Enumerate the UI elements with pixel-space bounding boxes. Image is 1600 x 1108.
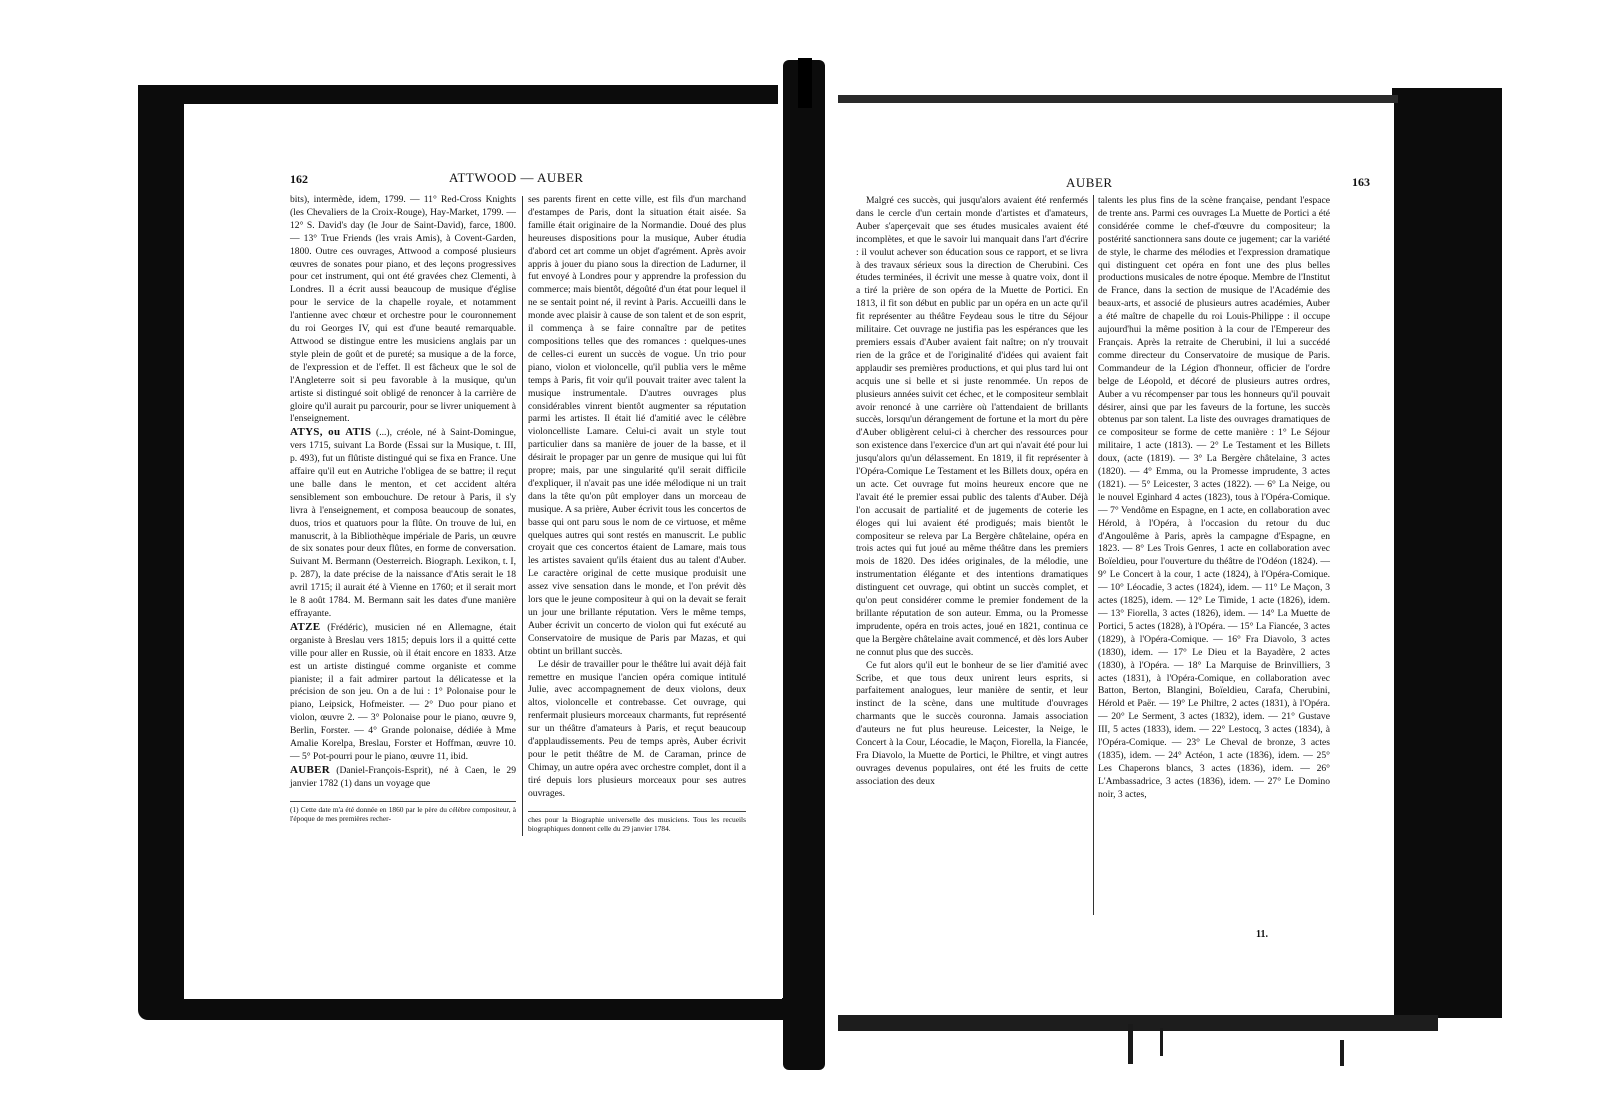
auber-biography-2: Le désir de travailler pour le théâtre lui avait déjà fait remettre en musique l'ancien opéra comique intitulé Julie, avec accompagnement de deux violons, deux altos, violoncelle et contrebasse. Cet ouvrage, qui renfermait plusieurs morceaux charmants, fut représenté sur un théâtre d'amateurs à Paris, et reçut beaucoup d'applaudissements. Peu de temps après, Auber écrivit pour le petit théâtre de M. de Caraman, prince de Chimay, un autre opéra avec orchestre complet, dont il a tiré depuis lors plusieurs morceaux pour ses autres ouvrages. (528, 658, 746, 799)
headword-auber: AUBER (290, 763, 331, 776)
right-page-top-edge (838, 95, 1398, 103)
signature-mark: 11. (1256, 929, 1268, 940)
right-page-dark-edge (1392, 88, 1502, 1018)
column-rule (522, 196, 523, 836)
running-head: AUBER (1066, 175, 1113, 190)
headword-atys: ATYS, ou ATIS (290, 426, 372, 439)
scan-speck (1128, 1024, 1133, 1064)
left-page-dark-edge (138, 85, 184, 1020)
right-page-bottom-edge (838, 1015, 1438, 1031)
right-column-1 (856, 195, 1088, 789)
page-number: 162 (290, 172, 308, 186)
left-page (184, 104, 782, 999)
auber-works-list: talents les plus fins de la scène française, pendant l'espace de trente ans. Parmi ces ouvrages La Muette de Portici a été considérée comme le chef-d'œuvre du compositeur; la postérité sanctionnera sans doute ce jugement; car la variété de style, le charme des mélodies et l'expression dramatique qui distinguent cet opéra en font une des plus belles productions musicales de notre époque. Membre de l'Institut de France, dans la section de musique de l'Académie des beaux-arts, et associé de plusieurs autres académies, Auber a été maître de chapelle du roi Louis-Philippe : il occupe aujourd'hui la même position à la cour de l'Empereur des Français. Après la retraite de Cherubini, il lui a succédé comme directeur du Conservatoire de musique de Paris. Commandeur de la Légion d'honneur, officier de l'ordre belge de Léopold, et décoré de plusieurs autres ordres, Auber a vu récompenser par tous les honneurs qu'il pouvait désirer, ainsi que par les faveurs de la fortune, les succès obtenus par son talent. La liste des ouvrages dramatiques de ce compositeur se forme de cette manière : 1° Le Séjour militaire, 1 acte (1813). — 2° Le Testament et les Billets doux, (acte (1819). — 3° La Bergère châtelaine, 3 actes (1820). — 4° Emma, ou la Promesse imprudente, 3 actes (1821). — 5° Leicester, 3 actes (1822). — 6° La Neige, ou le nouvel Eginhard 4 actes (1823), tous à l'Opéra-Comique. — 7° Vendôme en Espagne, en 1 acte, en collaboration avec Hérold, à l'Opéra, à l'occasion du retour du duc d'Angoulême à Paris, après la campagne d'Espagne, en 1823. — 8° Les Trois Genres, 1 acte en collaboration avec Boïeldieu, pour l'ouverture du théâtre de l'Odéon (1824). — 9° Le Concert à la cour, 1 acte (1824), à l'Opéra-Comique. — 10° Léocadie, 3 actes (1824), idem. — 11° Le Maçon, 3 actes (1825), idem. — 12° Le Timide, 1 acte (1826), idem. — 13° Fiorella, 3 actes (1826), idem. — 14° La Muette de Portici, 5 actes (1828), à l'Opéra. — 15° La Fiancée, 3 actes (1829), à l'Opéra-Comique. — 16° Fra Diavolo, 3 actes (1830), idem. — 17° Le Dieu et la Bayadère, 2 actes (1830), à l'Opéra. — 18° La Marquise de Brinvilliers, 3 actes (1831), à l'Opéra-Comique, en collaboration avec Batton, Berton, Blangini, Boïeldieu, Carafa, Cherubini, Hérold et Paër. — 19° Le Philtre, 2 actes (1831), à l'Opéra. — 20° Le Serment, 3 actes (1832), idem. — 21° Gustave III, 5 actes (1833), idem. — 22° Lestocq, 3 actes (1834), à l'Opéra-Comique. — 23° Le Cheval de bronze, 3 actes (1835), idem. — 24° Actéon, 1 acte (1836), idem. — 25° Les Chaperons blancs, 3 actes (1836), idem. — 26° L'Ambassadrice, 3 actes (1836), idem. — 27° Le Domino noir, 3 actes, (1098, 195, 1330, 800)
auber-biography-4: Ce fut alors qu'il eut le bonheur de se lier d'amitié avec Scribe, et que tous deux unirent leurs esprits, si parfaitement analogues, leur manière de sentir, et leur instinct de la scène, dans une multitude d'ouvrages charmants que le succès couronna. Jamais association d'auteurs ne fut plus heureuse. Leicester, la Neige, le Concert à la Cour, Léocadie, le Maçon, Fiorella, la Fiancée, Fra Diavolo, la Muette de Portici, le Philtre, et vingt autres ouvrages devenus populaires, ont été les fruits de cette association des deux (856, 659, 1088, 787)
left-page-top-edge (138, 85, 778, 105)
auber-biography-1: ses parents firent en cette ville, est fils d'un marchand d'estampes de Paris, dont la situation était aisée. Sa famille était originaire de la Normandie. Doué des plus heureuses dispositions pour la musique, Auber étudia d'abord cet art comme un objet d'agrément. Après avoir appris à jouer du piano sous la direction de Ladurner, il fut envoyé à Londres pour y apprendre la profession du commerce; mais bientôt, dégoûté d'un état pour lequel il ne se sentait point né, il revint à Paris. Accueilli dans le monde avec plaisir à cause de son talent et de son esprit, il commença à se faire connaître par de petites compositions telles que des romances : quelques-unes de celles-ci eurent un succès de vogue. Un trio pour piano, violon et violoncelle, qu'il publia vers le même temps à Paris, fit voir qu'il pouvait traiter avec talent la musique instrumentale. D'autres ouvrages plus considérables vinrent bientôt augmenter sa réputation parmi les artistes. Il était lié d'amitié avec le célèbre violoncelliste Lamare. Celui-ci avait un style tout particulier dans sa manière de jouer de la basse, et il désirait le propager par un genre de musique qui lui fût propre; mais, par une singularité qu'il serait difficile d'expliquer, il n'avait pas une idée mélodique ni un trait dans la tête qu'on pût employer dans un morceau de musique. A sa prière, Auber écrivit tous les concertos de basse qui ont paru sous le nom de ce virtuose, et même quelques autres qui sont restés en manuscrit. Le public croyait que ces concertos étaient de Lamare, mais tous les artistes savaient qu'ils étaient dus au talent d'Auber. Le caractère original de cette musique produisit une assez vive sensation dans le monde, et l'on prévit dès lors que le jeune compositeur à qui on la devait se ferait un jour une brillante réputation. Vers le même temps, Auber écrivit un concerto de violon qui fut exécuté au Conservatoire de musique de Paris par Mazas, et qui obtint un brillant succès. (528, 194, 746, 657)
footnote: (1) Cette date m'a été donnée en 1860 par le père du célèbre compositeur, à l'époque de mes premières recher- (290, 801, 516, 823)
footnote-continued: ches pour la Biographie universelle des musiciens. Tous les recueils biographiques donnent celle du 29 janvier 1784. (528, 811, 746, 833)
page-number: 163 (1352, 175, 1370, 189)
right-page (838, 103, 1394, 1015)
scan-speck (1160, 1028, 1163, 1056)
atze-entry: ATZE (Frédéric), musicien né en Allemagne, était organiste à Breslau vers 1815; depuis lors il a quitté cette ville pour aller en Russie, où il était encore en 1833. Atze est un artiste distingué comme organiste et comme pianiste; il a fait admirer partout la délicatesse et la précision de son jeu. On a de lui : 1° Polonaise pour le piano, Leipsick, Hofmeister. — 2° Duo pour piano et violon, œuvre 2. — 3° Polonaise pour le piano, œuvre 9, Berlin, Forster. — 4° Grande polonaise, dédiée à Mme Amalie Korelpa, Breslau, Forster et Hoffman, œuvre 10. — 5° Pot-pourri pour le piano, œuvre 11, ibid. (290, 620, 516, 762)
left-page-bottom-edge (150, 998, 790, 1020)
scan-speck (1340, 1040, 1344, 1066)
running-head: ATTWOOD — AUBER (449, 170, 584, 185)
attwood-entry-end: bits), intermède, idem, 1799. — 11° Red-Cross Knights (les Chevaliers de la Croix-Rouge), Hay-Market, 1799. — 12° S. David's day (le Jour de Saint-David), farce, 1800. — 13° True Friends (les vrais Amis), à Covent-Garden, 1800. Outre ces ouvrages, Attwood a composé plusieurs œuvres de sonates pour piano, et des leçons progressives pour cet instrument, qui ont été gravées chez Clementi, à Londres. Il a écrit aussi beaucoup de musique d'église pour le service de la chapelle royale, et notamment l'antienne avec chœur et orchestre pour le couronnement du roi Georges IV, qui est d'une beauté remarquable. Attwood se distingue entre les musiciens anglais par un style plein de goût et de pureté; sa musique a de la force, de l'expression et de l'effet. Il est fâcheux que le sol de l'Angleterre soit si peu favorable à la musique, qu'un artiste si distingué soit obligé de renoncer à la carrière de gloire qu'il aurait pu parcourir, pour se livrer uniquement à l'enseignement. (290, 194, 516, 425)
book-spine (783, 60, 825, 1070)
auber-biography-3: Malgré ces succès, qui jusqu'alors avaient été renfermés dans le cercle d'un certain monde d'artistes et d'amateurs, Auber s'aperçevait que ses études musicales avaient été incomplètes, et que le savoir lui manquait dans l'art d'écrire : il voulut achever son éducation sous ce rapport, et se livra à des travaux sérieux sous la direction de Cherubini. Ces études terminées, il écrivit une messe à quatre voix, dont il a tiré la prière de son opéra de la Muette de Portici. En 1813, il fit son début en public par un opéra en un acte qu'il fit représenter au théâtre Feydeau sous le titre du Séjour militaire. Cet ouvrage ne justifia pas les espérances que les premiers essais d'Auber avaient fait naître; on n'y trouvait rien de la grâce et de l'originalité d'idées qui avaient fait applaudir ses premières productions, et qui plus tard lui ont acquis une si belle et si juste renommée. Un repos de plusieurs années suivit cet échec, et le compositeur semblait avoir renoncé à une carrière où l'attendaient de brillants succès, lorsqu'un dérangement de fortune et la mort du père d'Auber obligèrent celui-ci à chercher des ressources pour son existence dans l'exercice d'un art qui n'avait été pour lui jusqu'alors qu'un délassement. En 1819, il fit représenter à l'Opéra-Comique Le Testament et les Billets doux, opéra en un acte. Cet ouvrage fut moins heureux encore que ne l'avait été le premier essai public des talents d'Auber. Déjà l'on accusait de partialité et de jugements de coterie les éloges qui lui avaient été prodigués; mais bientôt le compositeur se releva par La Bergère châtelaine, opéra en trois actes qui fut joué au même théâtre dans les premiers mois de 1820. Des idées originales, de la mélodie, une instrumentation élégante et des intentions dramatiques distinguent cet ouvrage, qui obtint un succès complet, et qu'on peut considérer comme le premier fondement de la brillante réputation de son auteur. Emma, ou la Promesse imprudente, opéra en trois actes, joué en 1821, continua ce que la Bergère châtelaine avait commencé, et dès lors Auber ne connut plus que des succès. (856, 195, 1088, 658)
atys-entry: ATYS, ou ATIS (...), créole, né à Saint-Domingue, vers 1715, suivant La Borde (Essai sur la Musique, t. III, p. 493), fut un flûtiste distingué qui se fixa en France. Une affaire qu'il eut en Autriche l'obligea de se battre; il reçut une balle dans le menton, et cet accident altéra sensiblement son embouchure. De retour à Paris, il s'y livra à l'enseignement, et composa beaucoup de sonates, duos, trios et quatuors pour la flûte. On trouve de lui, en manuscrit, à la Bibliothèque impériale de Paris, un œuvre de six sonates pour deux flûtes, en forme de conversation. Suivant M. Bermann (Oesterreich. Biograph. Lexikon, t. I, p. 287), la date précise de la naissance d'Atis serait le 18 avril 1715; il aurait été à Vienne en 1760; et il serait mort le 8 août 1784. M. Bermann sait les dates d'une manière effrayante. (290, 426, 516, 619)
right-column-2 (1098, 195, 1330, 802)
column-rule (1093, 195, 1094, 915)
spine-notch (798, 58, 812, 108)
auber-entry-start: AUBER (Daniel-François-Esprit), né à Caen, le 29 janvier 1782 (1) dans un voyage que (290, 763, 517, 789)
left-column-1 (290, 194, 516, 823)
left-column-2 (528, 194, 746, 833)
headword-atze: ATZE (290, 620, 321, 633)
